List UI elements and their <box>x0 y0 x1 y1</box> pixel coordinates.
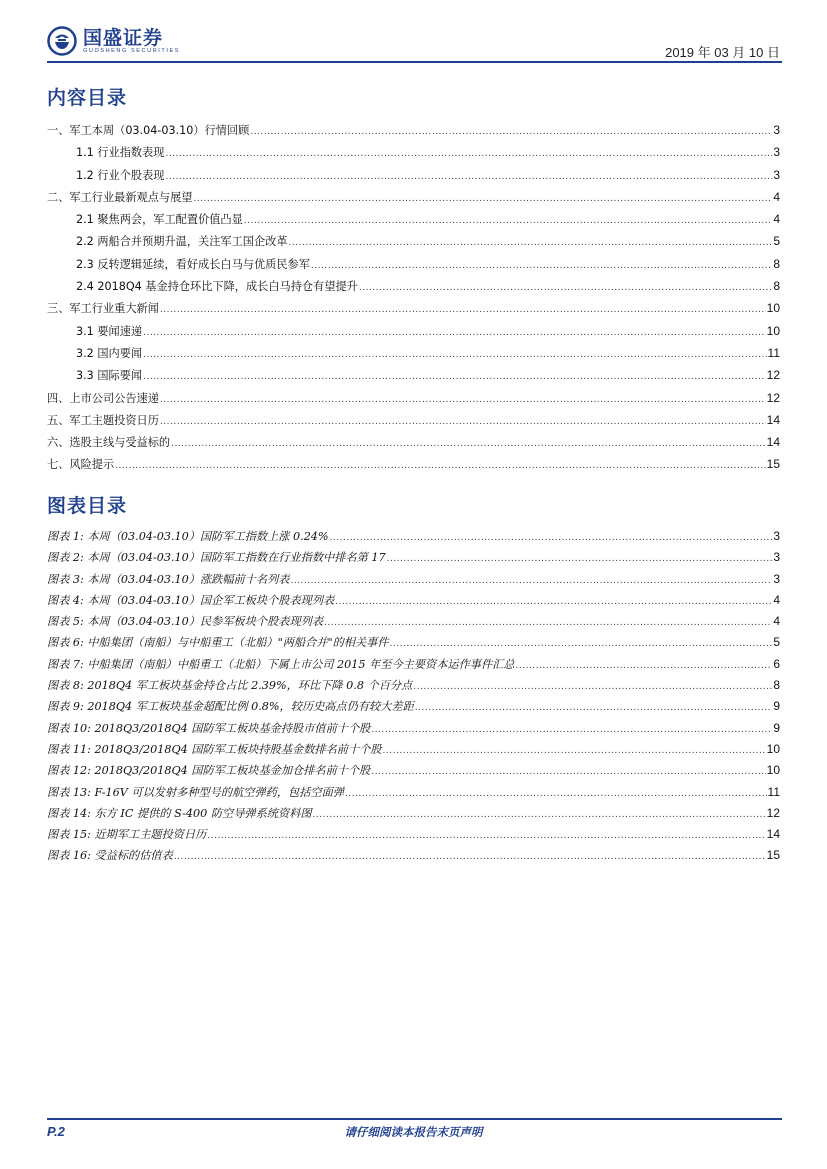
figure-entry-page: 3 <box>773 550 780 565</box>
figure-list-title: 图表目录 <box>47 495 128 517</box>
dot-leader <box>413 675 772 698</box>
dot-leader <box>371 760 765 783</box>
dot-leader <box>330 526 773 549</box>
dot-leader <box>415 696 773 719</box>
toc-entry-page: 12 <box>766 368 780 383</box>
figure-entry-label: 图表 6: 中船集团（南船）与中船重工（北船）"两船合并"的相关事件 <box>47 636 389 650</box>
dot-leader <box>359 276 772 299</box>
footer-divider <box>47 1118 782 1120</box>
figure-entry-page: 15 <box>766 848 780 863</box>
toc-entry-label: 3.1 要闻速递 <box>76 324 143 338</box>
figure-entry-label: 图表 10: 2018Q3/2018Q4 国防军工板块基金持股市值前十个股 <box>47 721 371 735</box>
figure-entry[interactable] <box>47 824 780 845</box>
dot-leader <box>387 547 773 570</box>
toc-entry[interactable] <box>47 186 780 208</box>
toc-entry-label: 七、风险提示 <box>47 458 115 472</box>
logo-english-name: GUOSHENG SECURITIES <box>83 47 181 54</box>
toc-entry[interactable] <box>47 320 780 342</box>
dot-leader <box>115 454 766 477</box>
toc-entry-label: 四、上市公司公告速递 <box>47 391 159 405</box>
dot-leader <box>311 254 772 277</box>
figure-entry-page: 10 <box>766 763 780 778</box>
figure-entry-label: 图表 16: 受益标的估值表 <box>47 849 173 863</box>
toc-entry-label: 2.1 聚焦两会，军工配置价值凸显 <box>76 213 243 227</box>
dot-leader <box>165 142 772 165</box>
toc-list <box>47 119 780 476</box>
toc-entry[interactable] <box>47 387 780 409</box>
figure-entry-label: 图表 3: 本周（03.04-03.10）涨跌幅前十名列表 <box>47 572 290 586</box>
toc-entry[interactable] <box>47 409 780 431</box>
toc-entry[interactable] <box>47 119 780 141</box>
toc-entry-page: 10 <box>766 301 780 316</box>
figure-entry-label: 图表 8: 2018Q4 军工板块基金持仓占比 2.39%，环比下降 0.8 个百分点 <box>47 679 413 693</box>
dot-leader <box>160 388 766 411</box>
figure-entry[interactable] <box>47 718 780 739</box>
dot-leader <box>171 432 766 455</box>
dot-leader <box>313 803 766 826</box>
figure-entry-label: 图表 2: 本周（03.04-03.10）国防军工指数在行业指数中排名第 17 <box>47 551 386 565</box>
toc-entry-label: 一、军工本周（03.04-03.10）行情回顾 <box>47 124 250 137</box>
dot-leader <box>289 231 773 254</box>
dot-leader <box>324 611 772 634</box>
dot-leader <box>345 782 767 805</box>
toc-entry-label: 三、军工行业重大新闻 <box>47 302 159 316</box>
toc-entry-page: 3 <box>773 167 780 182</box>
figure-entry-label: 图表 5: 本周（03.04-03.10）民参军板块个股表现列表 <box>47 615 324 629</box>
figure-entry[interactable] <box>47 569 780 590</box>
toc-entry-label: 3.3 国际要闻 <box>76 369 143 383</box>
toc-entry-page: 3 <box>773 123 780 137</box>
figure-entry[interactable] <box>47 547 780 568</box>
figure-entry-page: 11 <box>767 784 780 799</box>
figure-entry[interactable] <box>47 845 780 866</box>
figure-entry-page: 6 <box>773 656 780 671</box>
dot-leader <box>390 632 773 655</box>
page-number: P.2 <box>47 1124 65 1139</box>
logo-chinese-name: 国盛证券 <box>83 26 164 49</box>
figure-entry-label: 图表 15: 近期军工主题投资日历 <box>47 828 207 842</box>
toc-entry[interactable] <box>47 208 780 230</box>
report-date: 2019 年 03 月 10 日 <box>665 45 780 60</box>
figure-entry-label: 图表 13: F-16V 可以发射多种型号的航空弹药，包括空面弹 <box>47 785 344 799</box>
guosheng-logo-icon <box>47 26 77 56</box>
dot-leader <box>290 569 772 592</box>
page-header <box>47 22 782 62</box>
dot-leader <box>371 718 772 741</box>
toc-entry[interactable] <box>47 275 780 297</box>
figure-entry[interactable] <box>47 782 780 803</box>
figure-entry[interactable] <box>47 739 780 760</box>
figure-entry[interactable] <box>47 803 780 824</box>
figure-entry-page: 5 <box>773 635 780 650</box>
toc-entry-page: 14 <box>766 412 780 427</box>
figure-entry-label: 图表 11: 2018Q3/2018Q4 国防军工板块持股基金数排名前十个股 <box>47 742 382 756</box>
dot-leader <box>160 410 766 433</box>
figure-entry-label: 图表 9: 2018Q4 军工板块基金超配比例 0.8%，较历史高点仍有较大差距 <box>47 700 414 714</box>
toc-entry-page: 12 <box>766 390 780 405</box>
dot-leader <box>207 824 765 847</box>
figure-entry[interactable] <box>47 611 780 632</box>
toc-entry[interactable] <box>47 453 780 475</box>
figure-entry-page: 9 <box>773 720 780 735</box>
dot-leader <box>244 209 773 232</box>
toc-entry[interactable] <box>47 431 780 453</box>
toc-entry[interactable] <box>47 297 780 319</box>
dot-leader <box>160 298 766 321</box>
toc-entry[interactable] <box>47 253 780 275</box>
figure-entry[interactable] <box>47 760 780 781</box>
toc-entry[interactable] <box>47 230 780 252</box>
toc-entry-page: 15 <box>766 457 780 472</box>
toc-entry-label: 二、军工行业最新观点与展望 <box>47 190 193 204</box>
toc-entry[interactable] <box>47 164 780 186</box>
figure-entry-page: 14 <box>766 827 780 842</box>
figure-entry-page: 9 <box>773 699 780 714</box>
toc-entry-page: 8 <box>773 256 780 271</box>
toc-title: 内容目录 <box>47 87 128 109</box>
dot-leader <box>335 590 772 613</box>
toc-entry-page: 10 <box>766 323 780 338</box>
figure-entry-page: 10 <box>766 741 780 756</box>
figure-entry[interactable] <box>47 632 780 653</box>
dot-leader <box>193 187 772 210</box>
toc-entry-label: 2.3 反转逻辑延续，看好成长白马与优质民参军 <box>76 257 310 271</box>
toc-entry[interactable] <box>47 364 780 386</box>
toc-entry-page: 14 <box>766 435 780 450</box>
toc-entry-label: 3.2 国内要闻 <box>76 346 143 360</box>
dot-leader <box>143 365 766 388</box>
figure-entry[interactable] <box>47 526 780 547</box>
figure-entry-label: 图表 1: 本周（03.04-03.10）国防军工指数上涨 0.24% <box>47 530 329 543</box>
toc-entry-page: 3 <box>773 145 780 160</box>
figure-list <box>47 526 780 867</box>
figure-entry[interactable] <box>47 696 780 717</box>
figure-entry-label: 图表 12: 2018Q3/2018Q4 国防军工板块基金加仓排名前十个股 <box>47 764 371 778</box>
figure-entry-label: 图表 7: 中船集团（南船）中船重工（北船）下属上市公司 2015 年至今主要资本运作事件汇总 <box>47 657 515 671</box>
dot-leader <box>383 739 766 762</box>
figure-entry-label: 图表 14: 东方 IC 提供的 S-400 防空导弹系统资料图 <box>47 806 312 820</box>
footer-disclaimer: 请仔细阅读本报告末页声明 <box>344 1125 483 1139</box>
toc-entry[interactable] <box>47 141 780 163</box>
dot-leader <box>516 654 773 677</box>
figure-entry-page: 3 <box>773 529 780 543</box>
figure-entry-page: 4 <box>773 614 780 629</box>
company-logo <box>47 26 180 56</box>
toc-entry-label: 1.1 行业指数表现 <box>76 146 165 160</box>
toc-entry-label: 2.2 两船合并预期升温，关注军工国企改革 <box>76 235 288 249</box>
toc-entry-page: 4 <box>773 189 780 204</box>
toc-entry[interactable] <box>47 342 780 364</box>
figure-entry-page: 3 <box>773 571 780 586</box>
figure-entry-label: 图表 4: 本周（03.04-03.10）国企军工板块个股表现列表 <box>47 593 335 607</box>
toc-entry-label: 五、军工主题投资日历 <box>47 413 159 427</box>
header-divider <box>47 61 782 63</box>
toc-entry-page: 8 <box>773 279 780 294</box>
dot-leader <box>143 343 766 366</box>
dot-leader <box>143 321 766 344</box>
toc-entry-page: 4 <box>773 212 780 227</box>
toc-entry-label: 六、选股主线与受益标的 <box>47 436 171 450</box>
figure-entry[interactable] <box>47 590 780 611</box>
figure-entry-page: 4 <box>773 592 780 607</box>
figure-entry[interactable] <box>47 654 780 675</box>
toc-entry-page: 5 <box>773 234 780 249</box>
dot-leader <box>174 845 766 868</box>
figure-entry-page: 12 <box>766 805 780 820</box>
toc-entry-page: 11 <box>767 345 780 360</box>
figure-entry-page: 8 <box>773 678 780 693</box>
figure-entry[interactable] <box>47 675 780 696</box>
toc-entry-label: 2.4 2018Q4 基金持仓环比下降，成长白马持仓有望提升 <box>76 280 358 294</box>
toc-entry-label: 1.2 行业个股表现 <box>76 168 165 182</box>
dot-leader <box>250 120 772 143</box>
dot-leader <box>165 165 772 188</box>
